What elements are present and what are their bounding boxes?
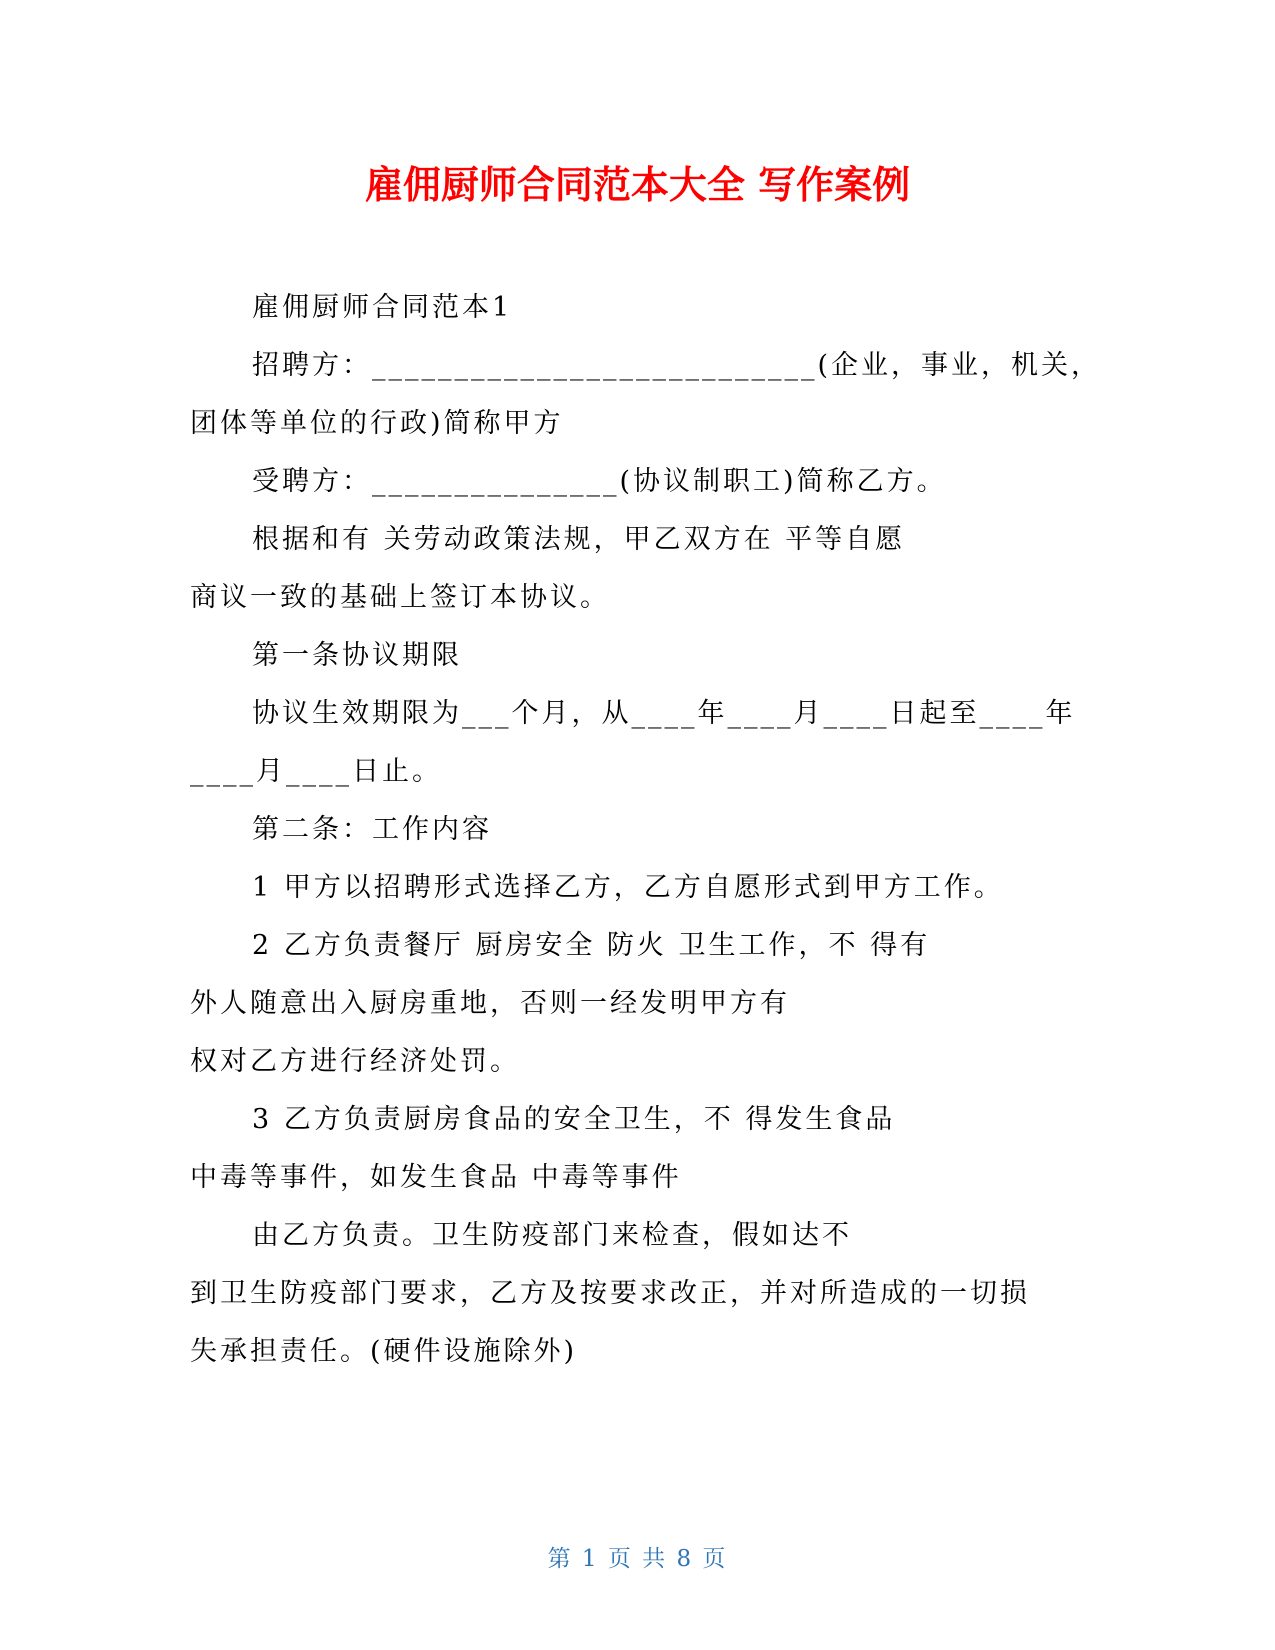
paragraph-line: 到卫生防疫部门要求，乙方及按要求改正，并对所造成的一切损 — [190, 1278, 1030, 1309]
paragraph-line: 受聘方：_______________(协议制职工)简称乙方。 — [252, 466, 947, 497]
article-heading: 第一条协议期限 — [252, 640, 462, 671]
paragraph-line: 根据和有 关劳动政策法规，甲乙双方在 平等自愿 — [252, 524, 906, 555]
page-title: 雇佣厨师合同范本大全 写作案例 — [364, 163, 911, 207]
paragraph-line: 外人随意出入厨房重地，否则一经发明甲方有 — [190, 988, 790, 1019]
paragraph-line: 1 甲方以招聘形式选择乙方，乙方自愿形式到甲方工作。 — [252, 872, 1004, 903]
paragraph-line: 权对乙方进行经济处罚。 — [190, 1046, 520, 1077]
paragraph-line: 商议一致的基础上签订本协议。 — [190, 582, 610, 613]
paragraph-line: ____月____日止。 — [190, 756, 442, 787]
section-heading: 雇佣厨师合同范本1 — [252, 292, 513, 323]
page-number: 第 1 页 共 8 页 — [547, 1546, 728, 1572]
paragraph-line: 团体等单位的行政)简称甲方 — [190, 408, 564, 439]
paragraph-line: 失承担责任。(硬件设施除外) — [190, 1336, 578, 1367]
paragraph-line: 2 乙方负责餐厅 厨房安全 防火 卫生工作，不 得有 — [252, 930, 931, 961]
article-heading: 第二条：工作内容 — [252, 814, 492, 845]
paragraph-line: 由乙方负责。卫生防疫部门来检查，假如达不 — [252, 1220, 852, 1251]
paragraph-line: 3 乙方负责厨房食品的安全卫生，不 得发生食品 — [252, 1104, 896, 1135]
paragraph-line: 招聘方：___________________________(企业，事业，机关， — [252, 350, 1102, 381]
paragraph-line: 中毒等事件，如发生食品 中毒等事件 — [190, 1162, 682, 1193]
paragraph-line: 协议生效期限为___个月，从____年____月____日起至____年 — [252, 698, 1076, 729]
